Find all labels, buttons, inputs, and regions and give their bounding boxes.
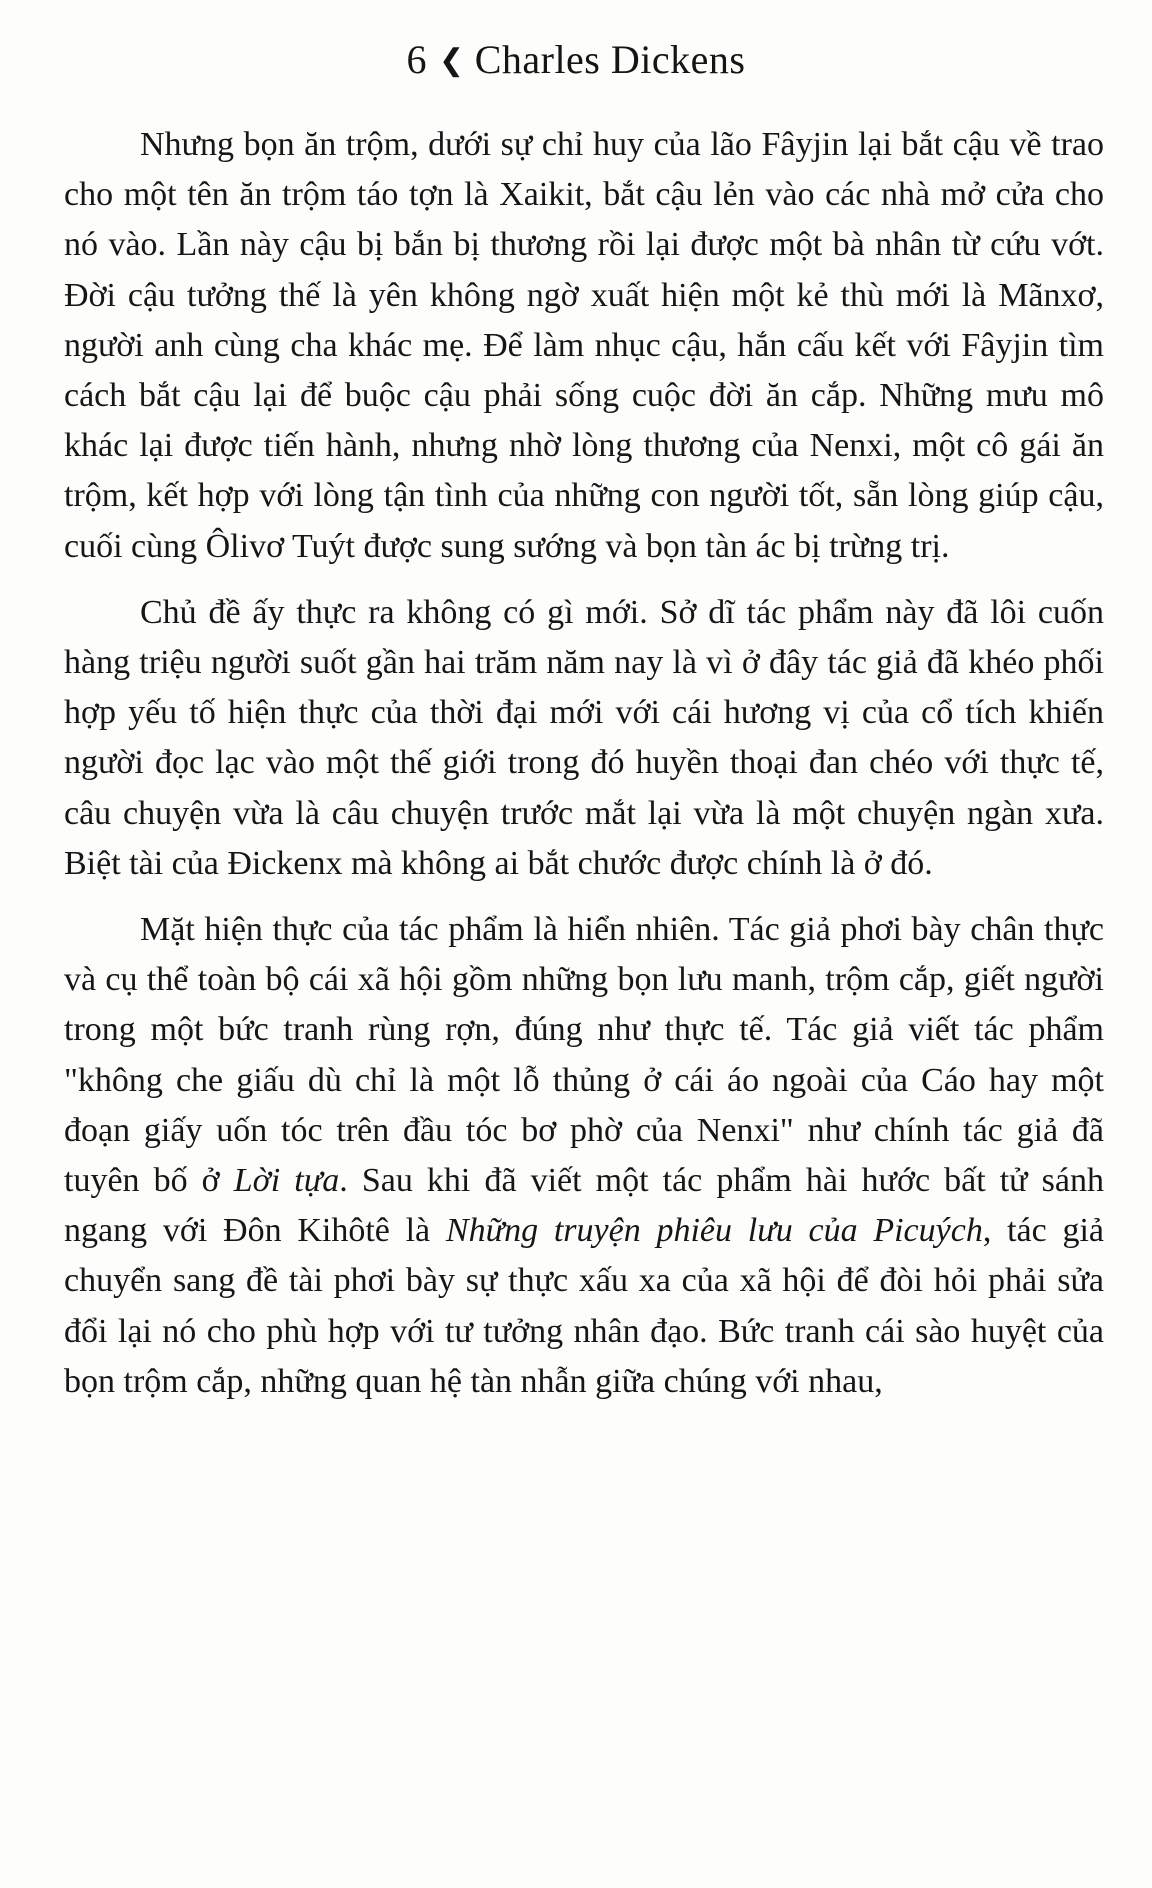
running-title: Charles Dickens [474,37,746,82]
page-number: 6 [406,37,428,82]
italic-title-loi-tua: Lời tựa [233,1162,340,1200]
paragraph-1: Nhưng bọn ăn trộm, dưới sự chỉ huy của lão Fâyjin lại bắt cậu về trao cho một tên ăn trộm táo tợn là Xaikit, bắt cậu lẻn vào các nhà mở cửa cho nó vào. Lần này cậu bị bắn bị thương rồi lại được một bà nhân từ cứu vớt. Đời cậu tưởng thế là yên không ngờ xuất hiện một kẻ thù mới là Mãnxơ, người anh cùng cha khác mẹ. Để làm nhục cậu, hắn cấu kết với Fâyjin tìm cách bắt cậu lại để buộc cậu phải sống cuộc đời ăn cắp. Những mưu mô khác lại được tiến hành, nhưng nhờ lòng thương của Nenxi, một cô gái ăn trộm, kết hợp với lòng tận tình của những con người tốt, sẵn lòng giúp cậu, cuối cùng Ôlivơ Tuýt được sung sướng và bọn tàn ác bị trừng trị. [64,126,1104,565]
arrow-left-icon: ❮ [439,44,465,77]
paragraph-3-text-a: Mặt hiện thực của tác phẩm là hiển nhiên. Tác giả phơi bày chân thực và cụ thể toàn bộ cái xã hội gồm những bọn lưu manh, trộm cắp, giết người trong một bức tranh rùng rợn, đúng như thực tế. Tác giả viết tác phẩm "không che giấu dù chỉ là một lỗ thủng ở cái áo ngoài của Cáo hay một đoạn giấy uốn tóc trên đầu tóc bơ phờ của Nenxi" như chính tác giả đã tuyên bố ở [64,911,1104,1200]
body-text [64,120,1104,1407]
paragraph-3 [64,905,1104,1407]
paragraph-3-text-c: , tác giả chuyển sang đề tài phơi bày sự thực xấu xa của xã hội để đòi hỏi phải sửa đổi lại nó cho phù hợp với tư tưởng nhân đạo. Bức tranh cái sào huyệt của bọn trộm cắp, những quan hệ tàn nhẫn giữa chúng với nhau, [64,1212,1104,1400]
italic-title-picuych: Những truyện phiêu lưu của Picuých [445,1212,983,1250]
paragraph-2: Chủ đề ấy thực ra không có gì mới. Sở dĩ tác phẩm này đã lôi cuốn hàng triệu người suốt gần hai trăm năm nay là vì ở đây tác giả đã khéo phối hợp yếu tố hiện thực của thời đại mới với cái hương vị của cổ tích khiến người đọc lạc vào một thế giới trong đó huyền thoại đan chéo với thực tế, câu chuyện vừa là câu chuyện trước mắt lại vừa là một chuyện ngàn xưa. Biệt tài của Đickenx mà không ai bắt chước được chính là ở đó. [64,593,1104,882]
paragraph-3-text-b: . Sau khi đã viết một tác phẩm hài hước bất tử sánh ngang với Đôn Kihôtê là [64,1162,1104,1250]
running-header [0,36,1152,85]
